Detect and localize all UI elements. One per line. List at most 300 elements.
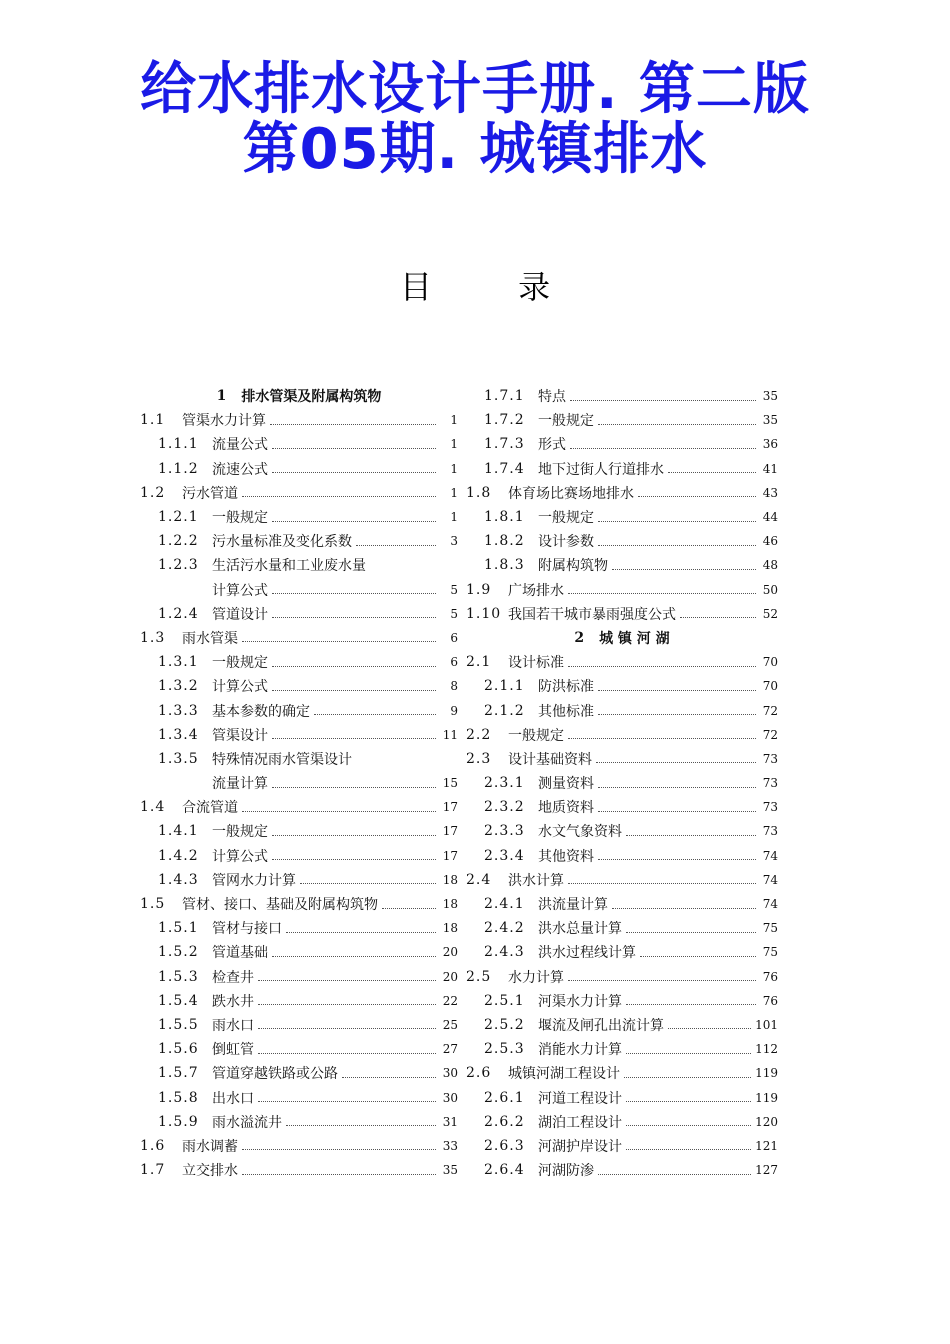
toc-leader-dots [598,424,756,425]
toc-entry[interactable] [466,723,778,747]
toc-entry[interactable] [140,892,458,916]
toc-entry-title: 管材、接口、基础及附属构筑物 [182,897,378,914]
toc-entry-title: 管渠水力计算 [182,413,266,430]
toc-entry[interactable] [140,1037,458,1061]
toc-entry[interactable] [466,965,778,989]
toc-leader-dots [272,787,436,788]
toc-entry[interactable] [140,553,458,577]
toc-entry-title: 设计基础资料 [508,751,592,768]
toc-leader-dots [598,521,756,522]
toc-entry-page: 50 [762,582,778,597]
toc-entry-title: 排水管渠及附属构筑物 [241,389,382,406]
toc-leader-dots [272,521,436,522]
toc-entry[interactable] [466,892,778,916]
toc-leader-dots [638,496,756,497]
toc-entry-title: 污水量标准及变化系数 [212,534,352,551]
toc-entry-page: 17 [442,800,458,815]
toc-leader-dots [598,1174,751,1175]
toc-entry-number: 1.8.3 [484,557,525,574]
toc-leader-dots [598,714,756,715]
toc-entry-number: 1 [216,388,228,405]
toc-entry-number: 1.5.8 [158,1089,199,1106]
toc-entry-title: 湖泊工程设计 [538,1114,622,1131]
toc-entry-page: 6 [450,630,458,645]
toc-entry[interactable] [466,844,778,868]
toc-entry-page: 36 [762,437,778,452]
toc-entry-number: 1.5.9 [158,1113,199,1130]
toc-leader-dots [300,883,436,884]
toc-entry-page: 119 [755,1090,778,1105]
toc-entry-title: 广场排水 [508,582,564,599]
toc-entry-title: 检查井 [212,969,254,986]
toc-leader-dots [272,690,436,691]
toc-leader-dots [598,787,756,788]
toc-leader-dots [668,472,756,473]
toc-leader-dots [624,1077,751,1078]
toc-leader-dots [596,762,756,763]
toc-entry-page: 1 [450,485,458,500]
toc-entry-page: 46 [762,534,778,549]
toc-entry-title: 基本参数的确定 [212,703,310,720]
toc-entry-page: 6 [450,655,458,670]
toc-leader-dots [626,1149,751,1150]
toc-entry[interactable] [140,674,458,698]
toc-entry-number: 1.4.1 [158,823,199,840]
toc-entry[interactable] [466,602,778,626]
toc-leader-dots [270,424,436,425]
toc-entry-title: 一般规定 [212,510,268,527]
toc-entry[interactable] [140,457,458,481]
toc-entry[interactable] [140,747,458,771]
toc-entry-number: 1.6 [140,1137,166,1154]
toc-entry-title: 洪流量计算 [538,897,608,914]
toc-entry-number: 1.1 [140,412,166,429]
toc-entry[interactable] [466,674,778,698]
toc-leader-dots [272,859,436,860]
toc-entry-page: 70 [762,655,778,670]
toc-entry-page: 22 [442,993,458,1008]
toc-leader-dots [342,1077,436,1078]
toc-entry[interactable] [140,1158,458,1182]
toc-entry[interactable] [140,1013,458,1037]
toc-leader-dots [272,666,436,667]
toc-entry-page: 1 [450,413,458,428]
toc-entry-title: 水力计算 [508,969,564,986]
toc-entry[interactable] [140,940,458,964]
toc-entry-page: 8 [450,679,458,694]
toc-entry-page: 27 [442,1042,458,1057]
toc-entry-page: 41 [762,461,778,476]
toc-entry[interactable] [140,578,458,602]
toc-entry[interactable] [140,795,458,819]
toc-entry-page: 127 [755,1163,778,1178]
toc-entry-number: 2.3 [466,750,492,767]
toc-entry-page: 1 [450,461,458,476]
toc-entry-page: 35 [442,1163,458,1178]
toc-entry-title: 洪水总量计算 [538,921,622,938]
toc-entry-number: 2.2 [466,726,492,743]
toc-entry-number: 2.5.2 [484,1016,525,1033]
toc-entry[interactable] [140,602,458,626]
toc-leader-dots [272,593,436,594]
toc-entry[interactable] [466,916,778,940]
toc-entry[interactable] [140,1134,458,1158]
toc-entry-page: 18 [442,897,458,912]
toc-entry[interactable] [140,819,458,843]
toc-leader-dots [680,617,756,618]
toc-entry-number: 1.5.3 [158,968,199,985]
toc-entry-page: 3 [450,534,458,549]
toc-entry[interactable] [466,650,778,674]
toc-entry-page: 1 [450,437,458,452]
toc-entry-number: 2 [574,629,586,646]
toc-entry-title: 污水管道 [182,485,238,502]
toc-entry[interactable] [466,1013,778,1037]
toc-entry[interactable] [466,771,778,795]
toc-entry-title: 地质资料 [538,800,594,817]
toc-entry[interactable] [466,505,778,529]
toc-entry-number: 1.9 [466,581,492,598]
toc-entry-page: 31 [442,1114,458,1129]
toc-entry[interactable] [466,940,778,964]
toc-entry-number: 1.4.3 [158,871,199,888]
toc-entry[interactable] [466,1085,778,1109]
toc-entry-page: 35 [762,413,778,428]
toc-entry-page: 112 [755,1042,778,1057]
toc-entry-number: 1.7 [140,1162,166,1179]
toc-entry-page: 20 [442,945,458,960]
toc-entry-number: 1.4 [140,799,166,816]
toc-entry-page: 43 [762,485,778,500]
toc-entry-page: 73 [762,776,778,791]
toc-leader-dots [242,1174,436,1175]
toc-entry-number: 1.2.4 [158,605,199,622]
toc-entry[interactable] [140,505,458,529]
toc-entry-title: 管道基础 [212,945,268,962]
toc-entry-page: 121 [755,1138,778,1153]
toc-entry-title: 河道工程设计 [538,1090,622,1107]
toc-entry[interactable] [466,481,778,505]
toc-entry-number: 1.8.2 [484,533,525,550]
toc-leader-dots [272,738,436,739]
toc-entry[interactable] [140,408,458,432]
toc-entry[interactable] [140,1110,458,1134]
toc-entry[interactable] [466,1037,778,1061]
toc-entry-page: 18 [442,921,458,936]
toc-leader-dots [568,666,756,667]
toc-entry-title: 计算公式 [212,582,268,599]
toc-entry-title: 计算公式 [212,848,268,865]
toc-entry-page: 74 [762,848,778,863]
toc-entry-title: 河渠水力计算 [538,993,622,1010]
toc-entry[interactable] [466,1134,778,1158]
toc-entry[interactable] [140,868,458,892]
toc-entry-title: 管道穿越铁路或公路 [212,1066,338,1083]
toc-entry[interactable] [466,868,778,892]
toc-entry-title: 出水口 [212,1090,254,1107]
toc-entry-title: 我国若干城市暴雨强度公式 [508,606,676,623]
toc-leader-dots [242,811,436,812]
toc-entry-title: 一般规定 [212,824,268,841]
toc-entry-number: 1.8.1 [484,509,525,526]
toc-entry[interactable] [466,578,778,602]
toc-entry-number: 2.5.1 [484,992,525,1009]
toc-leader-dots [626,1053,751,1054]
toc-entry[interactable] [466,698,778,722]
toc-entry-number: 1.2.3 [158,557,199,574]
toc-entry-title: 倒虹管 [212,1042,254,1059]
toc-entry-page: 30 [442,1066,458,1081]
toc-entry[interactable] [140,626,458,650]
toc-leader-dots [568,593,756,594]
toc-entry-title: 立交排水 [182,1163,238,1180]
toc-entry-page: 74 [762,897,778,912]
toc-entry[interactable] [466,1110,778,1134]
toc-leader-dots [626,1004,756,1005]
toc-entry-page: 73 [762,824,778,839]
toc-entry-page: 73 [762,751,778,766]
toc-chapter-heading[interactable] [466,626,778,650]
toc-entry-title: 雨水管渠 [182,630,238,647]
toc-entry[interactable] [140,1061,458,1085]
toc-entry[interactable] [466,989,778,1013]
toc-entry[interactable] [466,384,778,408]
toc-leader-dots [272,835,436,836]
toc-entry-title: 城 镇 河 湖 [599,630,670,647]
toc-entry-page: 11 [442,727,458,742]
toc-entry-number: 1.2.1 [158,509,199,526]
toc-leader-dots [612,908,756,909]
toc-entry-number: 2.6.1 [484,1089,525,1106]
toc-leader-dots [272,956,436,957]
toc-entry[interactable] [140,723,458,747]
toc-leader-dots [598,811,756,812]
toc-chapter-heading[interactable] [140,384,458,408]
toc-entry[interactable] [466,747,778,771]
toc-entry-title: 河湖防渗 [538,1163,594,1180]
toc-entry[interactable] [466,457,778,481]
toc-entry-number: 1.4.2 [158,847,199,864]
toc-entry-number: 2.3.1 [484,775,525,792]
toc-entry-number: 1.2.2 [158,533,199,550]
toc-entry-title: 跌水井 [212,993,254,1010]
toc-entry-title: 合流管道 [182,800,238,817]
toc-entry-page: 73 [762,800,778,815]
toc-entry-title: 其他标准 [538,703,594,720]
toc-entry-title: 流速公式 [212,461,268,478]
toc-entry-title: 生活污水量和工业废水量 [212,558,366,575]
toc-entry-number: 1.7.3 [484,436,525,453]
toc-entry-page: 72 [762,703,778,718]
toc-entry-number: 1.3.5 [158,750,199,767]
toc-entry-title: 形式 [538,437,566,454]
toc-entry-number: 1.5.4 [158,992,199,1009]
toc-entry-title: 设计标准 [508,655,564,672]
toc-entry-number: 1.3 [140,629,166,646]
toc-leader-dots [570,400,756,401]
toc-entry-title: 地下过街人行道排水 [538,461,664,478]
toc-heading-char-1: 目 [399,268,432,306]
toc-entry-number: 2.4 [466,871,492,888]
document-title-line1: 给水排水设计手册. 第二版 [140,57,810,122]
toc-entry-title: 体育场比赛场地排水 [508,485,634,502]
toc-entry-number: 1.5.2 [158,944,199,961]
toc-leader-dots [382,908,436,909]
toc-entry[interactable] [140,1085,458,1109]
toc-leader-dots [272,448,436,449]
toc-entry-title: 测量资料 [538,776,594,793]
toc-entry-number: 1.1.2 [158,460,199,477]
toc-entry-number: 2.3.3 [484,823,525,840]
toc-leader-dots [598,690,756,691]
toc-entry-title: 河湖护岸设计 [538,1138,622,1155]
toc-leader-dots [314,714,436,715]
toc-entry-number: 1.5.1 [158,920,199,937]
toc-entry-page: 74 [762,872,778,887]
toc-entry-number: 1.3.1 [158,654,199,671]
toc-entry[interactable] [466,819,778,843]
toc-entry-page: 48 [762,558,778,573]
toc-entry-title: 附属构筑物 [538,558,608,575]
toc-entry-number: 2.3.2 [484,799,525,816]
toc-entry-title: 管道设计 [212,606,268,623]
toc-leader-dots [356,545,436,546]
toc-entry-title: 一般规定 [538,510,594,527]
toc-entry-number: 1.5.6 [158,1041,199,1058]
toc-entry-number: 1.5.7 [158,1065,199,1082]
toc-entry-title: 流量公式 [212,437,268,454]
toc-entry-page: 72 [762,727,778,742]
toc-entry[interactable] [140,529,458,553]
toc-entry-title: 管渠设计 [212,727,268,744]
toc-entry-number: 1.10 [466,605,502,622]
toc-leader-dots [242,1149,436,1150]
toc-entry[interactable] [140,844,458,868]
toc-entry-number: 1.5 [140,896,166,913]
toc-leader-dots [598,859,756,860]
toc-leader-dots [640,956,756,957]
toc-leader-dots [568,738,756,739]
toc-leader-dots [626,835,756,836]
document-title-line2: 第05期. 城镇排水 [242,117,708,182]
toc-entry[interactable] [140,481,458,505]
toc-entry-title: 城镇河湖工程设计 [508,1066,620,1083]
toc-entry-number: 2.6.3 [484,1137,525,1154]
toc-leader-dots [258,1028,436,1029]
toc-entry-title: 雨水溢流井 [212,1114,282,1131]
toc-entry-title: 管网水力计算 [212,872,296,889]
toc-entry-number: 1.7.2 [484,412,525,429]
toc-entry-number: 2.1.1 [484,678,525,695]
toc-entry-page: 9 [450,703,458,718]
toc-entry-number: 2.4.1 [484,896,525,913]
toc-entry-page: 17 [442,848,458,863]
toc-entry-number: 2.5.3 [484,1041,525,1058]
toc-entry[interactable] [140,698,458,722]
toc-entry-title: 消能水力计算 [538,1042,622,1059]
toc-entry-number: 1.3.3 [158,702,199,719]
toc-entry-title: 防洪标准 [538,679,594,696]
toc-left-column [140,384,458,1182]
toc-leader-dots [242,496,436,497]
toc-entry-number: 1.8 [466,484,492,501]
toc-entry[interactable] [466,795,778,819]
toc-entry-page: 1 [450,510,458,525]
toc-entry-number: 2.6 [466,1065,492,1082]
toc-entry-number: 2.1 [466,654,492,671]
toc-entry-number: 2.3.4 [484,847,525,864]
toc-leader-dots [626,1125,751,1126]
toc-entry-page: 35 [762,389,778,404]
toc-entry-number: 2.1.2 [484,702,525,719]
toc-entry[interactable] [140,989,458,1013]
toc-leader-dots [286,1125,436,1126]
toc-entry[interactable] [140,650,458,674]
toc-heading [0,262,950,308]
toc-leader-dots [242,641,436,642]
toc-leader-dots [668,1028,751,1029]
toc-entry-number: 1.7.4 [484,460,525,477]
toc-entry-title: 其他资料 [538,848,594,865]
toc-entry-page: 44 [762,510,778,525]
toc-right-column [466,384,778,1182]
toc-entry-title: 雨水口 [212,1017,254,1034]
toc-entry-page: 5 [450,606,458,621]
toc-entry[interactable] [466,1061,778,1085]
toc-leader-dots [272,617,436,618]
toc-entry-title: 一般规定 [212,655,268,672]
toc-leader-dots [570,448,756,449]
toc-entry-title: 设计参数 [538,534,594,551]
toc-entry[interactable] [466,1158,778,1182]
toc-entry-title: 雨水调蓄 [182,1138,238,1155]
toc-entry[interactable] [140,965,458,989]
toc-leader-dots [258,1101,436,1102]
toc-entry-title: 一般规定 [538,413,594,430]
toc-entry[interactable] [466,432,778,456]
toc-entry-number: 1.2 [140,484,166,501]
toc-entry-page: 30 [442,1090,458,1105]
toc-entry-title: 水文气象资料 [538,824,622,841]
toc-entry-page: 18 [442,872,458,887]
toc-entry-title: 流量计算 [212,776,268,793]
toc-entry-number: 2.6.2 [484,1113,525,1130]
toc-entry[interactable] [466,529,778,553]
toc-entry[interactable] [140,916,458,940]
toc-entry-page: 25 [442,1017,458,1032]
toc-entry-page: 70 [762,679,778,694]
toc-entry-number: 1.7.1 [484,388,525,405]
toc-entry[interactable] [140,771,458,795]
toc-entry-title: 计算公式 [212,679,268,696]
toc-entry-title: 堰流及闸孔出流计算 [538,1017,664,1034]
toc-entry-page: 33 [442,1138,458,1153]
toc-entry[interactable] [466,553,778,577]
toc-entry-number: 1.5.5 [158,1016,199,1033]
toc-entry[interactable] [140,432,458,456]
toc-leader-dots [286,932,436,933]
toc-entry-page: 5 [450,582,458,597]
toc-leader-dots [626,1101,751,1102]
toc-entry-page: 120 [755,1114,778,1129]
toc-entry[interactable] [466,408,778,432]
toc-entry-number: 2.6.4 [484,1162,525,1179]
toc-entry-page: 76 [762,993,778,1008]
toc-leader-dots [612,569,756,570]
toc-leader-dots [258,1004,436,1005]
toc-entry-number: 1.3.2 [158,678,199,695]
toc-entry-title: 洪水过程线计算 [538,945,636,962]
